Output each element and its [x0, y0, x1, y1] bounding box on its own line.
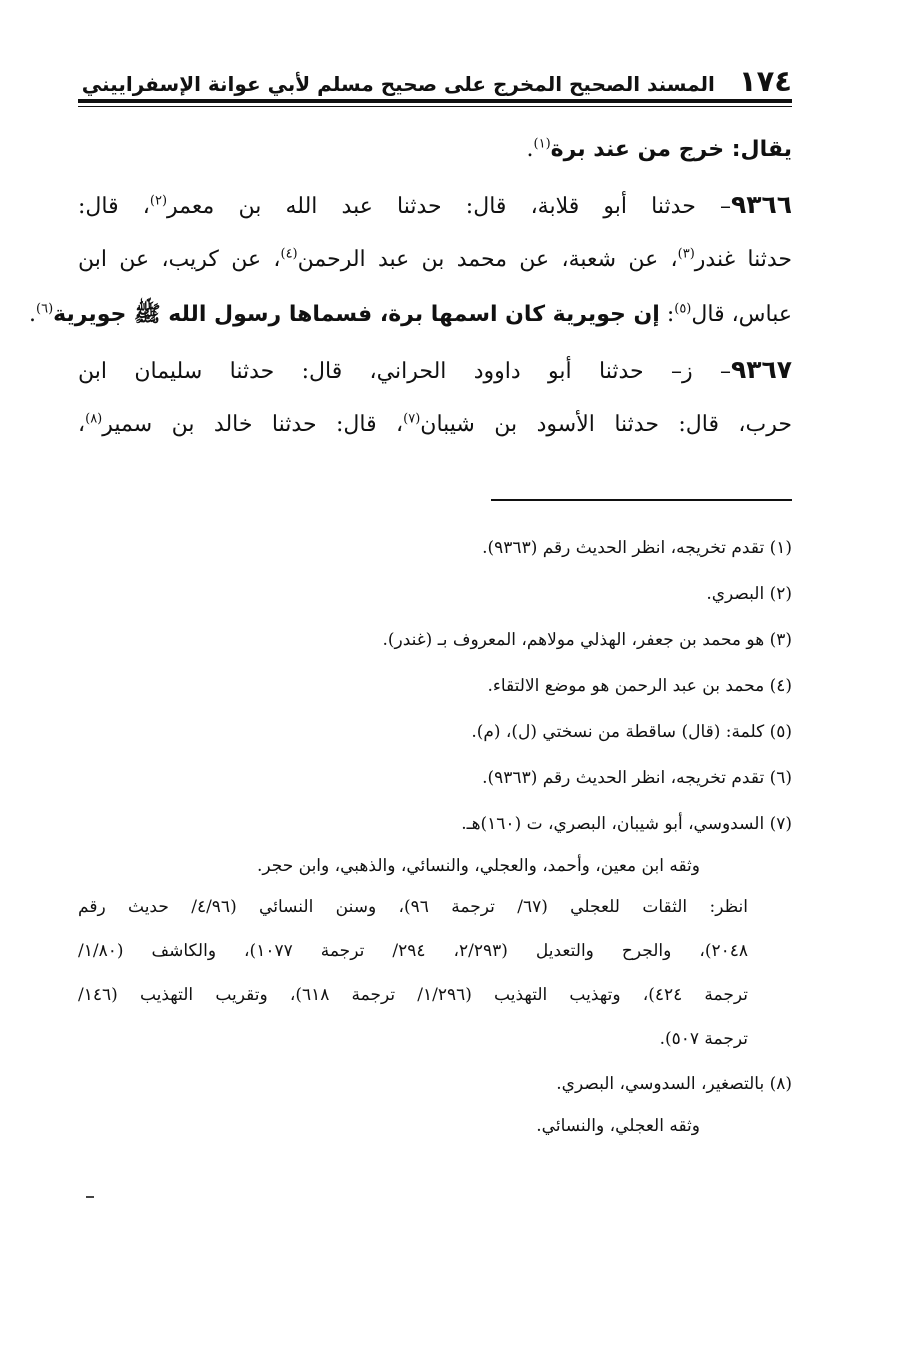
text-line-6 — [78, 397, 792, 452]
footnote-7-references — [78, 885, 792, 1061]
reference-line: انظر: الثقات للعجلي (٦٧/ ترجمة ٩٦)، وسنن النسائي (٤/٩٦/ حديث رقم — [78, 897, 748, 917]
footnote-ref-5: (٥) — [674, 301, 692, 317]
page-number: ١٧٤ — [738, 64, 792, 98]
text-segment: ، عن شعبة، عن محمد بن عبد الرحمن — [297, 247, 678, 272]
footnote-8: (٨) بالتصغير، السدوسي، البصري. — [556, 1074, 792, 1094]
footnote-ref-1: (١) — [533, 136, 551, 152]
text-segment: – ز– حدثنا أبو داوود الحراني، قال: حدثنا سليمان ابن — [78, 359, 731, 384]
hadith-matn: إن جويرية كان اسمها برة، فسماها رسول الله ﷺ جويرية — [53, 302, 660, 327]
footnote-6: (٦) تقدم تخريجه، انظر الحديث رقم (٩٣٦٣). — [482, 768, 792, 788]
footnote-7: (٧) السدوسي، أبو شيبان، البصري، ت (١٦٠)هـ. — [461, 814, 792, 834]
footnotes — [78, 525, 792, 1145]
text-line-4 — [29, 287, 792, 342]
text-segment: ، — [78, 412, 86, 437]
footnote-7-trust: وثقه ابن معين، وأحمد، والعجلي، والنسائي، والذهبي، وابن حجر. — [256, 856, 700, 876]
page-header — [78, 62, 792, 96]
footnote-ref-4: (٤) — [280, 246, 298, 262]
hadith-number-9366: ٩٣٦٦ — [730, 190, 792, 219]
text-line-1 — [78, 122, 792, 177]
footnote-4: (٤) محمد بن عبد الرحمن هو موضع الالتقاء. — [487, 676, 792, 696]
footnote-separator — [491, 499, 792, 501]
footnote-ref-3: (٣) — [677, 246, 695, 262]
text-segment: – حدثنا أبو قلابة، قال: حدثنا عبد الله بن معمر — [167, 194, 731, 219]
footnote-ref-8: (٨) — [85, 411, 103, 427]
running-title: المسند الصحيح المخرج على صحيح مسلم لأبي عوانة الإسفراييني — [81, 72, 715, 96]
footnote-ref-2: (٢) — [149, 193, 168, 209]
footnote-3: (٣) هو محمد بن جعفر، الهذلي مولاهم، المعروف بـ (غندر). — [382, 630, 792, 650]
text-line-3 — [78, 232, 792, 287]
main-text — [29, 122, 792, 452]
text-segment: عباس، قال — [691, 302, 792, 327]
reference-line: ترجمة ٤٢٤)، وتهذيب التهذيب (١/٢٩٦/ ترجمة ٦١٨)، وتقريب التهذيب (١٤٦/ — [78, 985, 748, 1005]
text-segment: يقال: خرج من عند برة — [550, 137, 792, 162]
footnote-ref-6: (٦) — [36, 301, 54, 317]
text-segment: : — [659, 302, 675, 327]
footnote-2: (٢) البصري. — [706, 584, 792, 604]
header-rule-thick — [78, 99, 792, 103]
header-rule-thin — [78, 106, 792, 107]
text-segment: ، عن كريب، عن ابن — [78, 247, 281, 272]
text-segment: . — [526, 137, 534, 162]
text-line-2 — [78, 177, 792, 232]
text-segment: حرب، قال: حدثنا الأسود بن شيبان — [420, 412, 792, 437]
reference-line: ٢٠٤٨)، والجرح والتعديل (٢/٢٩٣، ٢٩٤/ ترجمة ١٠٧٧)، والكاشف (١/٨٠/ — [78, 941, 749, 961]
text-segment: . — [29, 302, 36, 327]
reference-line: ترجمة ٥٠٧). — [659, 1029, 748, 1049]
footnote-1: (١) تقدم تخريجه، انظر الحديث رقم (٩٣٦٣). — [482, 538, 792, 558]
text-segment: ، قال: — [78, 194, 150, 219]
footnote-5: (٥) كلمة: (قال) ساقطة من نسختي (ل)، (م). — [471, 722, 792, 742]
margin-mark — [86, 1196, 94, 1198]
footnote-ref-7: (٧) — [403, 411, 421, 427]
text-segment: ، قال: حدثنا خالد بن سمير — [102, 412, 404, 437]
hadith-number-9367: ٩٣٦٧ — [730, 355, 792, 384]
text-segment: حدثنا غندر — [694, 247, 792, 272]
footnote-8-trust: وثقه العجلي، والنسائي. — [536, 1116, 700, 1136]
text-line-5 — [78, 342, 792, 397]
